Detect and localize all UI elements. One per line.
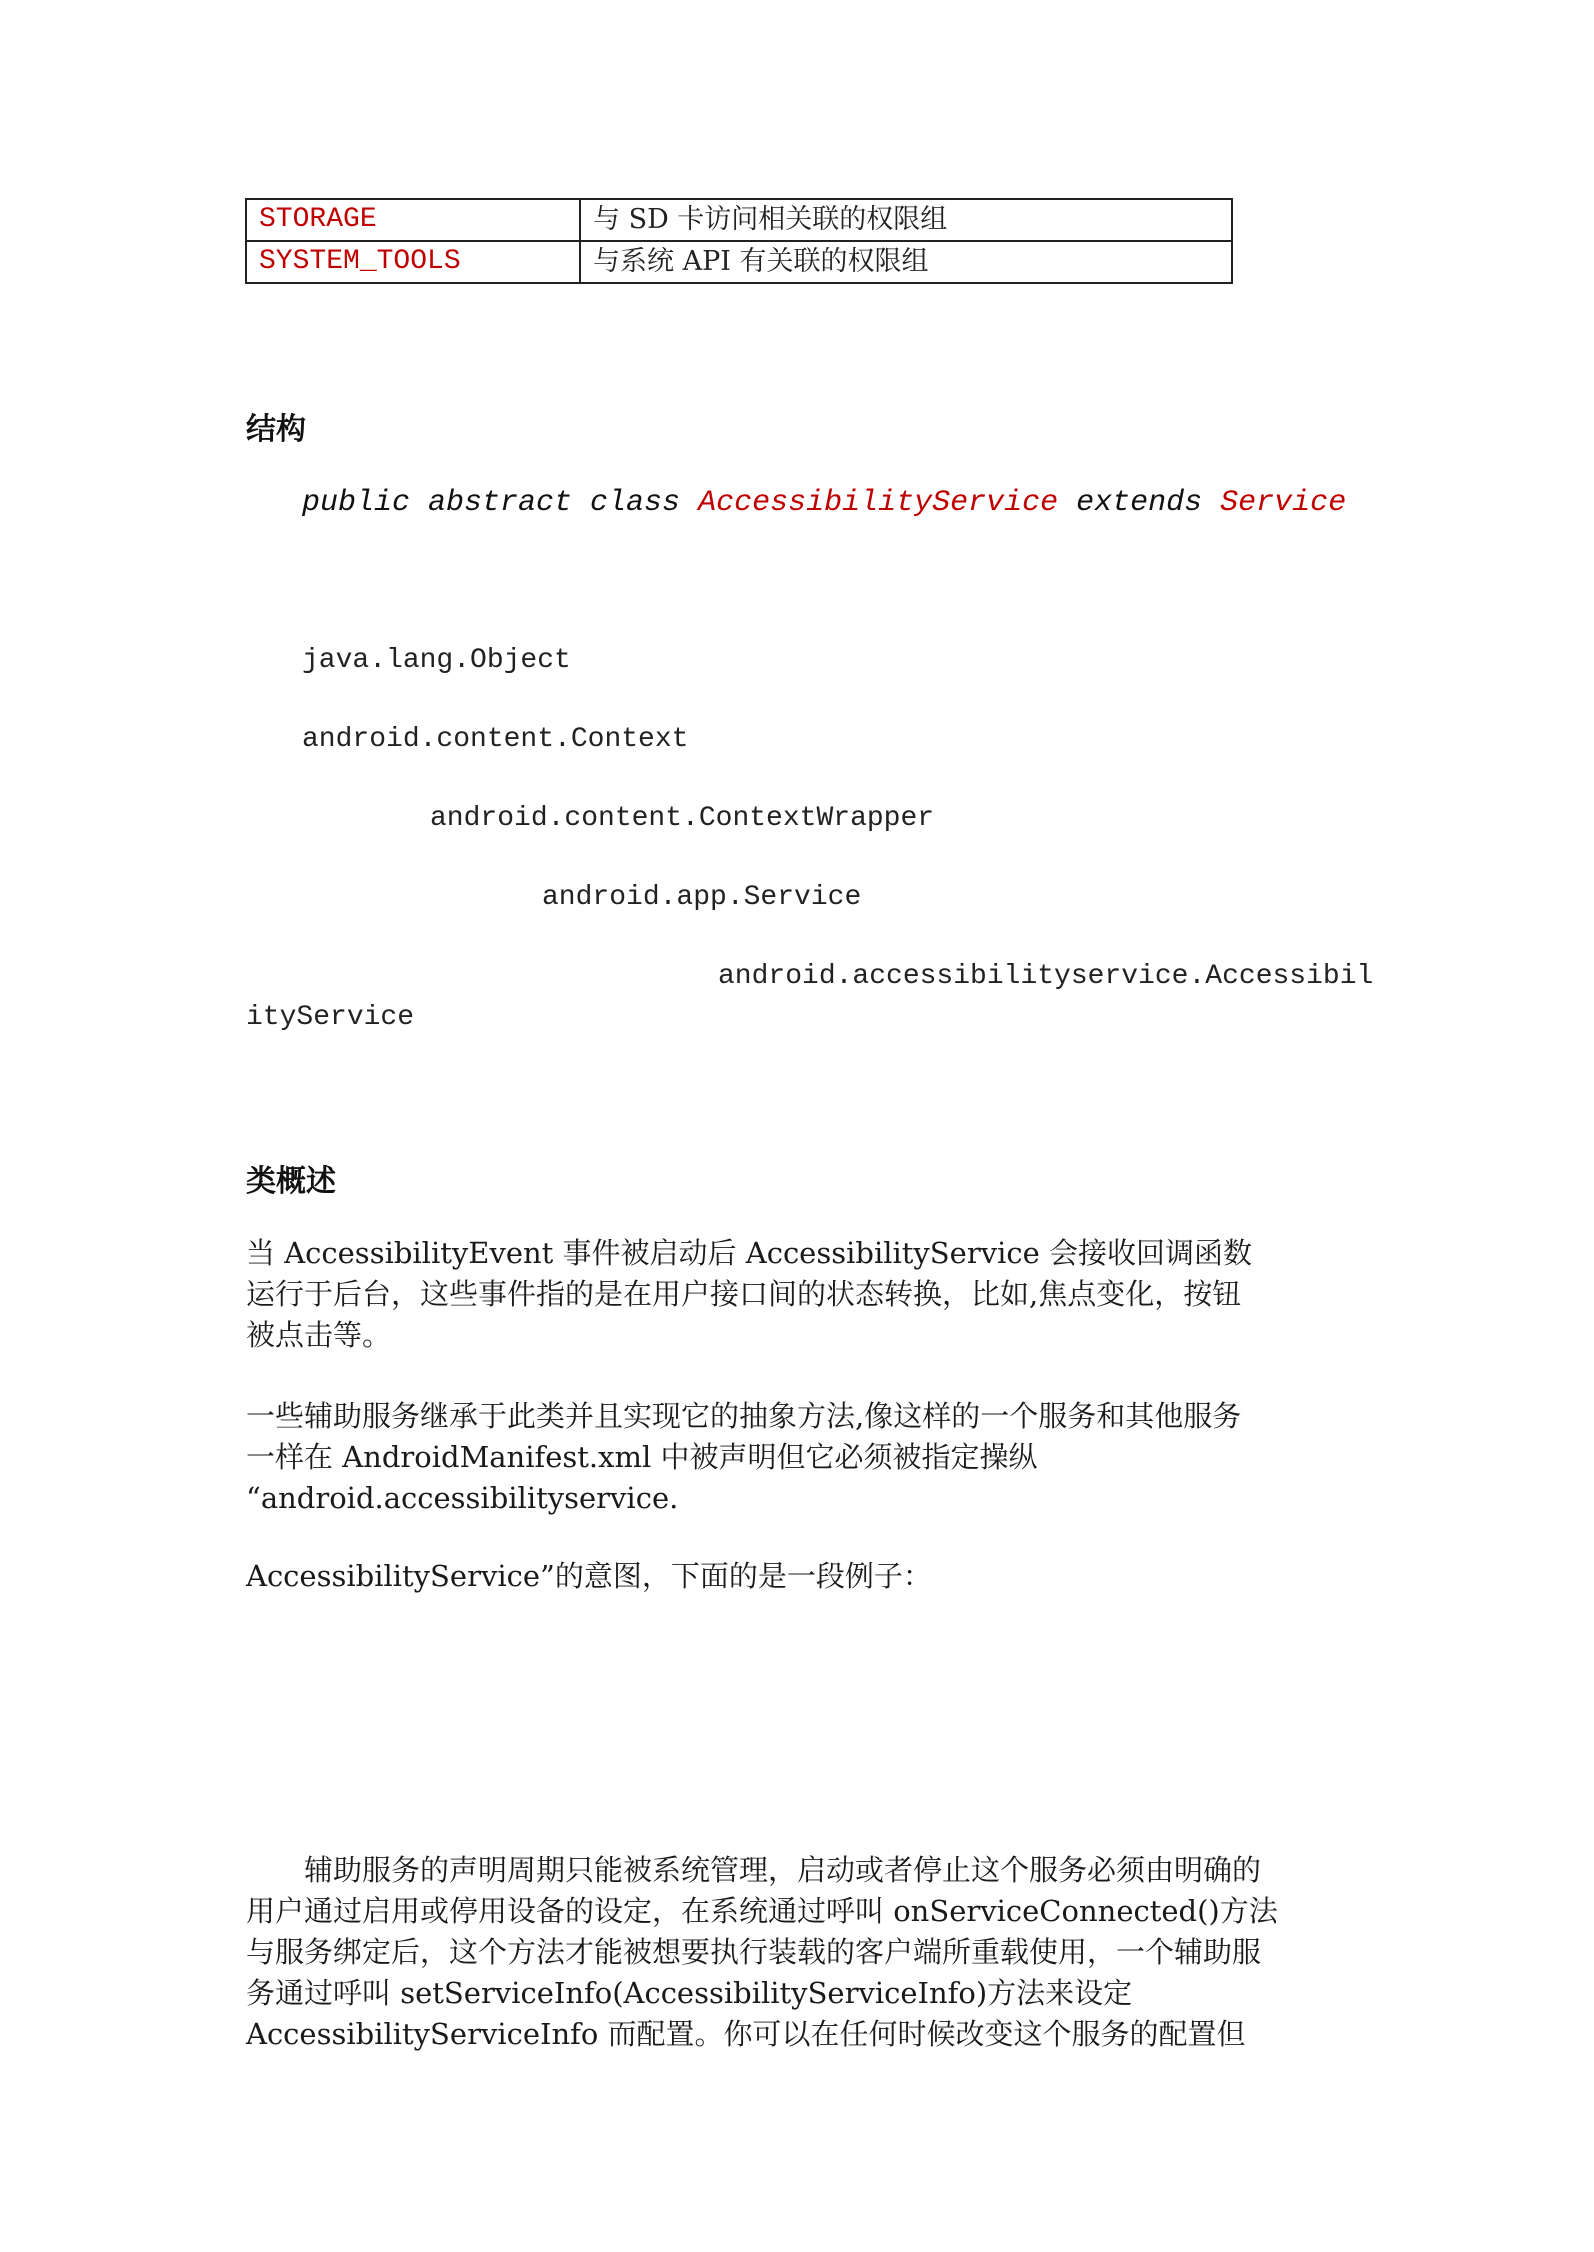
structure-heading: 结构 <box>246 412 306 447</box>
paragraph-line: AccessibilityServiceInfo 而配置。你可以在任何时候改变这个服务的配置但 <box>246 2017 1246 2051</box>
overview-paragraph-1 <box>246 1233 1356 1356</box>
overview-paragraph-2 <box>246 1396 1356 1519</box>
paragraph-line: 一样在 AndroidManifest.xml 中被声明但它必须被指定操纵 <box>246 1440 1038 1474</box>
paragraph-line: AccessibilityService”的意图，下面的是一段例子： <box>246 1559 932 1593</box>
permission-description: 与 SD 卡访问相关联的权限组 <box>580 199 1232 241</box>
signature-parent: Service <box>1220 486 1347 520</box>
paragraph-line: 运行于后台，这些事件指的是在用户接口间的状态转换，比如,焦点变化，按钮 <box>246 1277 1242 1311</box>
signature-class-name: AccessibilityService <box>698 486 1059 520</box>
paragraph-line: 被点击等。 <box>246 1318 392 1352</box>
signature-extends: extends <box>1058 486 1221 520</box>
paragraph-line: 当 AccessibilityEvent 事件被启动后 AccessibilityService 会接收回调函数 <box>246 1236 1252 1270</box>
table-row <box>246 199 1232 241</box>
hierarchy-line: android.app.Service <box>542 882 862 913</box>
permission-name: STORAGE <box>246 199 580 241</box>
paragraph-line: 辅助服务的声明周期只能被系统管理，启动或者停止这个服务必须由明确的 <box>246 1853 1262 1887</box>
hierarchy-line: java.lang.Object <box>302 645 571 676</box>
overview-heading: 类概述 <box>246 1164 336 1199</box>
paragraph-line: 一些辅助服务继承于此类并且实现它的抽象方法,像这样的一个服务和其他服务 <box>246 1399 1242 1433</box>
hierarchy-line: android.content.ContextWrapper <box>430 803 935 834</box>
hierarchy-line: ityService <box>246 1002 415 1033</box>
permission-name: SYSTEM_TOOLS <box>246 241 580 283</box>
paragraph-line: 务通过呼叫 setServiceInfo(AccessibilityServiceInfo)方法来设定 <box>246 1976 1133 2010</box>
overview-paragraph-3 <box>246 1556 1356 1597</box>
permission-description: 与系统 API 有关联的权限组 <box>580 241 1232 283</box>
signature-prefix: public abstract class <box>302 486 699 520</box>
paragraph-line: 与服务绑定后，这个方法才能被想要执行装载的客户端所重载使用，一个辅助服 <box>246 1935 1262 1969</box>
table-row <box>246 241 1232 283</box>
paragraph-line: 用户通过启用或停用设备的设定，在系统通过呼叫 onServiceConnected()方法 <box>246 1894 1278 1928</box>
permission-table <box>245 198 1233 284</box>
class-signature <box>302 486 1346 520</box>
paragraph-line: “android.accessibilityservice. <box>246 1481 679 1515</box>
hierarchy-line: android.content.Context <box>302 724 689 755</box>
overview-paragraph-4 <box>246 1850 1356 2055</box>
hierarchy-line: android.accessibilityservice.Accessibil <box>718 961 1374 992</box>
